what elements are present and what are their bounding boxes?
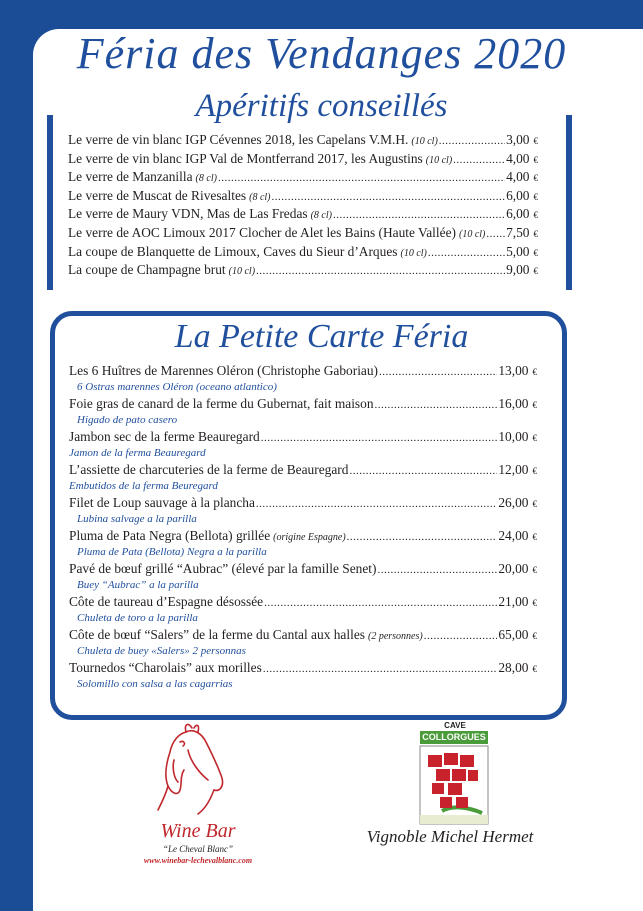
carte-row (69, 363, 537, 379)
dish-spanish-name: Jamon de la ferma Beauregard (69, 447, 206, 459)
dish-note: (2 personnes) (367, 631, 423, 642)
cave-name-label: COLLORGUES (420, 731, 488, 744)
dish-price: 21,00 (498, 594, 529, 609)
aperitifs-list (68, 132, 538, 281)
dish-price: 65,00 (498, 627, 529, 642)
aperitif-price: 5,00 (506, 243, 530, 259)
aperitif-price: 4,00 (506, 169, 530, 185)
carte-item (69, 561, 537, 594)
aperitif-row (68, 244, 538, 263)
carte-row (69, 429, 537, 445)
dish-note: (origine Espagne) (273, 532, 346, 543)
aperitif-row (68, 151, 538, 170)
dish-price: 16,00 (498, 396, 529, 411)
dish-price: 20,00 (498, 561, 529, 576)
aperitif-price: 4,00 (506, 150, 530, 166)
dot-leader (377, 561, 497, 577)
aperitif-row (68, 225, 538, 244)
dot-leader (453, 151, 505, 167)
currency-symbol: € (532, 565, 537, 575)
aperitif-size: (10 cl) (228, 266, 256, 278)
currency-symbol: € (532, 532, 537, 542)
wine-bar-subtitle: “Le Cheval Blanc” (163, 844, 233, 854)
carte-list (69, 363, 537, 693)
currency-symbol: € (532, 598, 537, 608)
aperitif-size: (8 cl) (195, 173, 217, 185)
dot-leader (263, 660, 498, 676)
dot-leader (261, 429, 498, 445)
aperitif-name: La coupe de Blanquette de Limoux, Caves du Sieur d’Arques (68, 243, 398, 259)
currency-symbol: € (533, 266, 538, 277)
carte-row (69, 396, 537, 412)
carte-title: La Petite Carte Féria (174, 318, 469, 355)
aperitif-size: (10 cl) (425, 154, 453, 166)
dish-price: 24,00 (498, 528, 529, 543)
dot-leader (256, 495, 497, 511)
carte-item (69, 528, 537, 561)
currency-symbol: € (533, 210, 538, 221)
carte-row (69, 594, 537, 610)
dish-price: 12,00 (498, 462, 529, 477)
aperitif-name: Le verre de vin blanc IGP Cévennes 2018, les Capelans V.M.H. (68, 132, 409, 147)
dot-leader (347, 528, 498, 544)
currency-symbol: € (532, 466, 537, 476)
currency-symbol: € (532, 631, 537, 641)
aperitif-name: Le verre de Maury VDN, Mas de Las Fredas (68, 206, 308, 222)
dish-price: 28,00 (498, 660, 529, 675)
dish-spanish-name: Pluma de Pata (Bellota) Negra a la parilla (77, 546, 267, 558)
dot-leader (428, 244, 505, 260)
carte-item (69, 396, 537, 429)
page-title: Féria des Vendanges 2020 (76, 29, 567, 78)
currency-symbol: € (533, 154, 538, 165)
dish-price: 10,00 (498, 429, 529, 444)
dot-leader (333, 206, 505, 222)
dot-leader (439, 132, 505, 148)
aperitif-size: (10 cl) (458, 228, 486, 240)
dish-spanish-name: Higado de pato casero (77, 414, 178, 426)
dot-leader (424, 627, 498, 643)
cave-collorgues-logo (372, 715, 522, 880)
aperitif-price: 3,00 (506, 132, 530, 147)
aperitif-size: (10 cl) (411, 136, 438, 147)
carte-row (69, 462, 537, 478)
wine-bar-logo (128, 720, 268, 870)
aperitif-row (68, 262, 538, 281)
aperitif-row (68, 132, 538, 151)
aperitif-name: Le verre de AOC Limoux 2017 Clocher de Alet les Bains (Haute Vallée) (68, 224, 456, 240)
carte-item (69, 660, 537, 693)
carte-item (69, 495, 537, 528)
currency-symbol: € (532, 499, 537, 509)
aperitif-row (68, 188, 538, 207)
aperitif-price: 6,00 (506, 187, 530, 203)
aperitif-size: (8 cl) (249, 191, 271, 203)
dot-leader (256, 262, 505, 278)
dish-name: L’assiette de charcuteries de la ferme de Beauregard (69, 462, 349, 477)
dot-leader (486, 225, 505, 241)
aperitif-price: 7,50 (506, 224, 530, 240)
dish-spanish-name: Solomillo con salsa a las cagarrias (77, 678, 233, 690)
dish-spanish-name: Chuleta de toro a la parilla (77, 612, 198, 624)
aperitif-row (68, 169, 538, 188)
dish-spanish-name: 6 Ostras marennes Oléron (oceano atlantico) (77, 381, 277, 393)
wine-bar-name: Wine Bar (160, 820, 236, 842)
currency-symbol: € (533, 191, 538, 202)
aperitif-size: (8 cl) (310, 210, 332, 222)
aperitif-name: Le verre de vin blanc IGP Val de Montferrand 2017, les Augustins (68, 150, 423, 166)
aperitif-name: Le verre de Manzanilla (68, 169, 193, 185)
carte-item (69, 627, 537, 660)
currency-symbol: € (532, 367, 537, 377)
currency-symbol: € (532, 664, 537, 674)
carte-item (69, 594, 537, 627)
dish-spanish-name: Buey “Aubrac” a la parilla (77, 579, 199, 591)
aperitif-price: 9,00 (506, 262, 530, 278)
dot-leader (264, 594, 497, 610)
dot-leader (272, 188, 506, 204)
carte-item (69, 429, 537, 462)
carte-row (69, 495, 537, 511)
carte-row (69, 528, 537, 544)
carte-row (69, 627, 537, 643)
dish-name: Côte de taureau d’Espagne désossée (69, 594, 264, 609)
aperitifs-title: Apéritifs conseillés (195, 88, 448, 124)
aperitif-row (68, 206, 538, 225)
aperitif-name: La coupe de Champagne brut (68, 262, 226, 278)
horse-head-icon (128, 720, 268, 820)
carte-row (69, 660, 537, 676)
dish-name: Filet de Loup sauvage à la plancha (69, 495, 255, 510)
aperitif-name: Le verre de Muscat de Rivesaltes (68, 187, 247, 203)
currency-symbol: € (532, 400, 537, 410)
currency-symbol: € (533, 136, 538, 146)
dish-name: Côte de bœuf “Salers” de la ferme du Cantal aux halles (69, 627, 365, 642)
dish-name: Les 6 Huîtres de Marennes Oléron (Christophe Gaboriau) (69, 363, 379, 378)
dish-spanish-name: Chuleta de buey «Salers» 2 personnas (77, 645, 246, 657)
carte-item (69, 363, 537, 396)
dot-leader (379, 363, 497, 379)
dish-name: Pluma de Pata Negra (Bellota) grillée (69, 528, 271, 543)
dish-name: Pavé de bœuf grillé “Aubrac” (élevé par la famille Senet) (69, 561, 377, 576)
aperitif-size: (10 cl) (400, 247, 427, 259)
carte-item (69, 462, 537, 495)
currency-symbol: € (532, 433, 537, 443)
dish-name: Jambon sec de la ferme Beauregard (69, 429, 260, 444)
dish-price: 26,00 (498, 495, 529, 510)
dish-spanish-name: Lubina salvage a la parilla (77, 513, 197, 525)
dot-leader (349, 462, 497, 478)
dish-name: Tournedos “Charolais” aux morilles (69, 660, 262, 675)
currency-symbol: € (533, 247, 538, 258)
dish-name: Foie gras de canard de la ferme du Gubernat, fait maison (69, 396, 374, 411)
currency-symbol: € (533, 228, 538, 239)
dot-leader (218, 169, 505, 185)
aperitif-price: 6,00 (506, 206, 530, 222)
cave-top-label: CAVE (444, 721, 466, 730)
currency-symbol: € (533, 173, 538, 184)
vineyard-signature: Vignoble Michel Hermet (366, 827, 534, 846)
dish-price: 13,00 (498, 363, 529, 378)
carte-row (69, 561, 537, 577)
dot-leader (375, 396, 498, 412)
dish-spanish-name: Embutidos de la ferma Beuregard (69, 480, 218, 492)
wine-bar-url: www.winebar-lechevalblanc.com (143, 856, 253, 865)
